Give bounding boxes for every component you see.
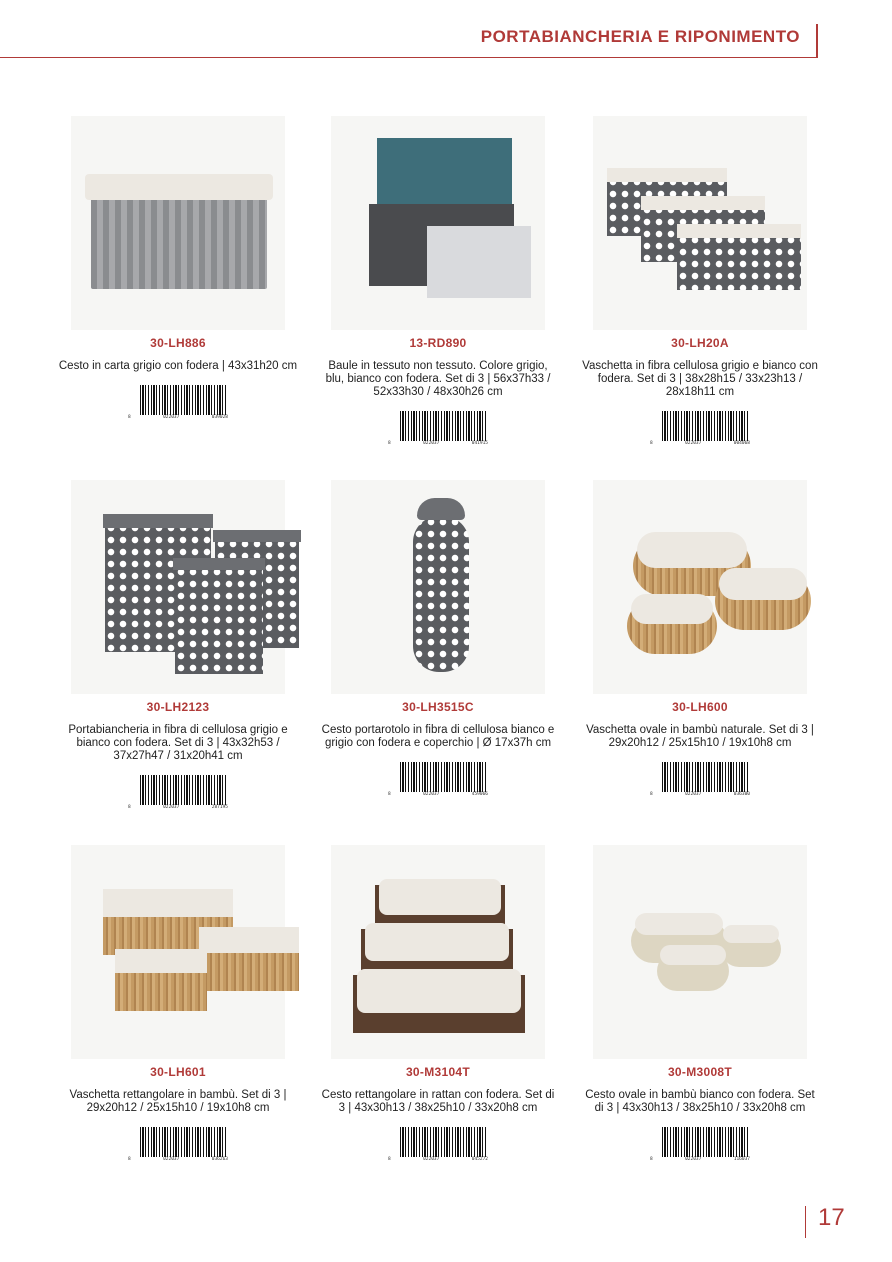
product-photo-rattan-baskets [331,845,545,1059]
barcode: 8 022037 116037 [650,1127,750,1165]
header-rule [0,57,818,58]
product-photo-laundry-hampers [71,480,285,694]
product-description: Vaschetta ovale in bambù naturale. Set di 3 | 29x20h12 / 25x15h10 / 19x10h8 cm [586,724,814,749]
footer-divider [805,1206,806,1238]
product-code: 30-LH3515C [402,700,474,714]
product-photo-rectangular-bamboo-trays [71,845,285,1059]
product-card [570,480,830,800]
product-code: 30-LH601 [150,1065,206,1079]
product-description: Cesto portarotolo in fibra di cellulosa bianco e grigio con fodera e coperchio | Ø 17x37h cm [321,724,555,749]
product-card [570,116,830,449]
product-code: 30-LH2123 [146,700,210,714]
barcode: 8 022037 036300 [650,762,750,800]
product-card [48,480,308,813]
barcode: 8 022037 287195 [128,775,228,813]
page-title: PORTABIANCHERIA E RIPONIMENTO [480,27,800,46]
header-divider [816,24,818,58]
product-photo-oval-bamboo-trays [593,480,807,694]
product-code: 30-M3008T [667,1065,733,1079]
product-card [48,116,308,423]
barcode: 8 022037 004068 [650,411,750,449]
product-code: 30-LH20A [671,336,729,350]
product-description: Cesto rettangolare in rattan con fodera. Set di 3 | 43x30h13 / 38x25h10 / 33x20h8 cm [321,1089,555,1114]
product-card [308,480,568,800]
product-description: Baule in tessuto non tessuto. Colore grigio, blu, bianco con fodera. Set di 3 | 56x37h33 / 52x33h30 / 48x30h26 cm [325,360,551,398]
product-description: Cesto ovale in bambù bianco con fodera. Set di 3 | 43x30h13 / 38x25h10 / 33x20h8 cm [585,1089,815,1114]
barcode: 8 022037 045272 [388,1127,488,1165]
product-photo-fabric-trunks [331,116,545,330]
barcode: 8 022037 036263 [128,1127,228,1165]
barcode: 8 022037 459066 [388,762,488,800]
barcode: 8 022037 039028 [128,385,228,423]
product-description: Cesto in carta grigio con fodera | 43x31h20 cm [58,360,298,372]
barcode: 8 022037 041915 [388,411,488,449]
product-photo-paper-basket [71,116,285,330]
product-description: Portabiancheria in fibra di cellulosa grigio e bianco con fodera. Set di 3 | 43x32h53 / 37x27h47 / 31x20h41 cm [68,724,288,762]
product-card [570,845,830,1165]
product-photo-cellulose-trays [593,116,807,330]
product-photo-roll-holder [331,480,545,694]
product-description: Vaschetta rettangolare in bambù. Set di 3 | 29x20h12 / 25x15h10 / 19x10h8 cm [69,1089,287,1114]
product-photo-oval-white-bamboo-baskets [593,845,807,1059]
product-code: 30-M3104T [405,1065,471,1079]
product-card [308,116,568,449]
product-code: 30-LH600 [672,700,728,714]
product-card [48,845,308,1165]
product-description: Vaschetta in fibra cellulosa grigio e bianco con fodera. Set di 3 | 38x28h15 / 33x23h13 / 28x18h11 cm [582,360,818,398]
product-card [308,845,568,1165]
product-code: 30-LH886 [150,336,206,350]
page-number: 17 [818,1204,845,1231]
product-code: 13-RD890 [409,336,467,350]
